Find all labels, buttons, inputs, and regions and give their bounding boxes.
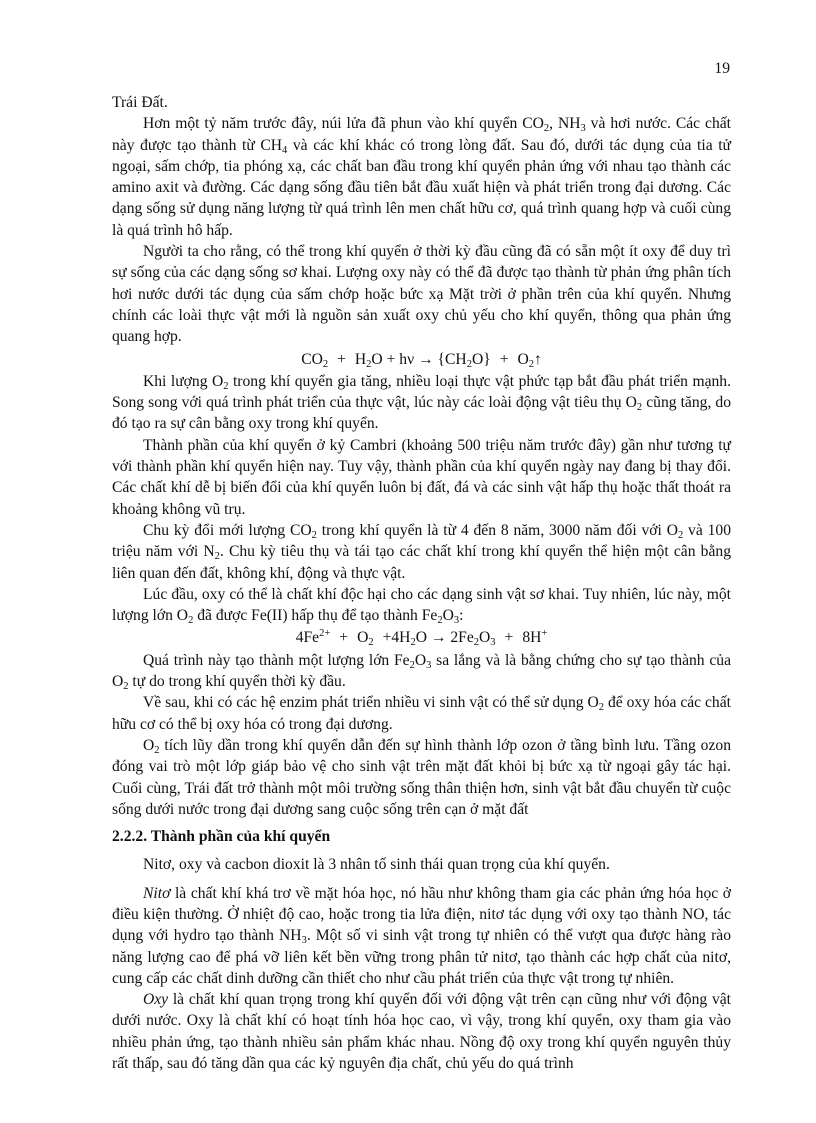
paragraph-2: Người ta cho rằng, có thể trong khí quyển ở thời kỳ đầu cũng đã có sẵn một ít oxy để duy trì sự sống của các dạng sống sơ khai. Lượng oxy này có thể đã được tạo thành từ phản ứng phân tích hơi nước dưới tác dụng của sấm chớp hoặc bức xạ Mặt trời ở phần trên của khí quyển. Nhưng chính các loài thực vật mới là nguồn sản xuất oxy chủ yếu cho khí quyển, thông qua phản ứng quang hợp. [112,243,731,346]
paragraph-4: Thành phần của khí quyển ở kỷ Cambri (khoảng 500 triệu năm trước đây) gần như tương tự với thành phần khí quyển hiện nay. Tuy vậy, thành phần của khí quyển ngày nay đang bị thay đổi. Các chất khí dễ bị biến đổi của khí quyển luôn bị đất, đá và các sinh vật hấp thụ hoặc thất thoát ra khoảng không vũ trụ. [112,436,731,518]
paragraph-7: Quá trình này tạo thành một lượng lớn $Fe_2O_3$ sa lắng và là bằng chứng cho sự tạo thành của $O_2$ tự do trong khí quyển thời kỳ đầu. [112,651,731,693]
equation-iron-oxidation: $4Fe^{2+} + O_2 +4H_2O \to 2Fe_2O_3 + 8H^+$ [295,628,548,649]
paragraph-5: Chu kỳ đổi mới lượng $CO_2$ trong khí quyển là từ 4 đến 8 năm, 3000 năm đối với $O_2$ và 100 triệu năm với $N_2$. Chu kỳ tiêu thụ và tái tạo các chất khí trong khí quyển thể hiện một cân bằng liên quan đến đất, không khí, động và thực vật. [112,521,731,582]
paragraph-1: Hơn một tỷ năm trước đây, núi lửa đã phun vào khí quyển $CO_2$, $NH_3$ và hơi nước. Các chất này được tạo thành từ $CH_4$ và các khí khác có trong lòng đất. Sau đó, dưới tác dụng của tia tử ngoại, sấm chớp, tia phóng xạ, các chất ban đầu trong khí quyển phản ứng với nhau tạo thành các amino axit và đường. Các dạng sống đầu tiên bắt đầu xuất hiện và phát triển trong đại dương. Các dạng sống sử dụng năng lượng từ quá trình lên men chất hữu cơ, quá trình quang hợp và cuối cùng là quá trình hô hấp. [112,115,732,239]
paragraph-9: $O_2$ tích lũy dần trong khí quyển dẫn đến sự hình thành lớp ozon ở tầng bình lưu. Tầng ozon đóng vai trò một lớp giáp bảo vệ cho sinh vật trên mặt đất khỏi bị bức xạ từ ngoại gây tác hại. Cuối cùng, Trái đất trở thành một môi trường sống thân thiện hơn, sinh vật bắt đầu chuyển từ cuộc sống dưới nước trong đại dương sang cuộc sống trên cạn ở mặt đất [112,736,731,818]
up-arrow-icon: ↑ [534,350,542,368]
equation-photosynthesis: $CO_2 + H_2O + h\nu \to \{CH_2O\}$ + $O_2↑$ [301,350,542,370]
paragraph-6: Lúc đầu, oxy có thể là chất khí độc hại cho các dạng sinh vật sơ khai. Tuy nhiên, lúc này, một lượng lớn $O_2$ đã được Fe(II) hấp thụ để tạo thành $Fe_2O_3$: [112,585,731,627]
section-heading: 2.2.2. Thành phần của khí quyển [112,828,331,846]
paragraph-12: Oxy là chất khí quan trọng trong khí quyển đối với động vật trên cạn cũng như với động vật dưới nước. Oxy là chất khí có hoạt tính hóa học cao, vì vậy, trong khí quyển, oxy tham gia vào nhiều phản ứng, tạo thành nhiều sản phẩm khác nhau. Nồng độ oxy trong khí quyển nguyên thủy rất thấp, sau đó tăng dần qua các kỷ nguyên địa chất, chủ yếu do quá trình [112,991,731,1073]
paragraph-3: Khi lượng $O_2$ trong khí quyển gia tăng, nhiều loại thực vật phức tạp bắt đầu phát triển mạnh. Song song với quá trình phát triển của thực vật, lúc này các loài động vật tiêu thụ $O_2$ cũng tăng, do đó tạo ra sự cân bằng oxy trong khí quyển. [112,372,731,433]
paragraph-8: Về sau, khi có các hệ enzim phát triển nhiều vi sinh vật có thể sử dụng $O_2$ để oxy hóa các chất hữu cơ có thể bị oxy hóa có trong đại dương. [112,694,731,733]
document-body [112,92,731,1074]
paragraph-0: Trái Đất. [112,94,168,111]
page-number: 19 [714,60,730,77]
paragraph-11: Nitơ là chất khí khá trơ về mặt hóa học, nó hầu như không tham gia các phản ứng hóa học ở điều kiện thường. Ở nhiệt độ cao, hoặc trong tia lửa điện, nitơ tác dụng với oxy tạo thành NO, tác dụng với hydro tạo thành $NH_3$. Một số vi sinh vật trong tự nhiên có thể vượt qua được hàng rào năng lượng cao để phá vỡ liên kết bền vững trong phân tử nitơ, tạo thành các hợp chất của nitơ, cung cấp các chất dinh dưỡng cần thiết cho như cầu phát triển của thực vật trong tự nhiên. [112,884,731,987]
paragraph-10: Nitơ, oxy và cacbon dioxit là 3 nhân tố sinh thái quan trọng của khí quyển. [143,856,610,874]
